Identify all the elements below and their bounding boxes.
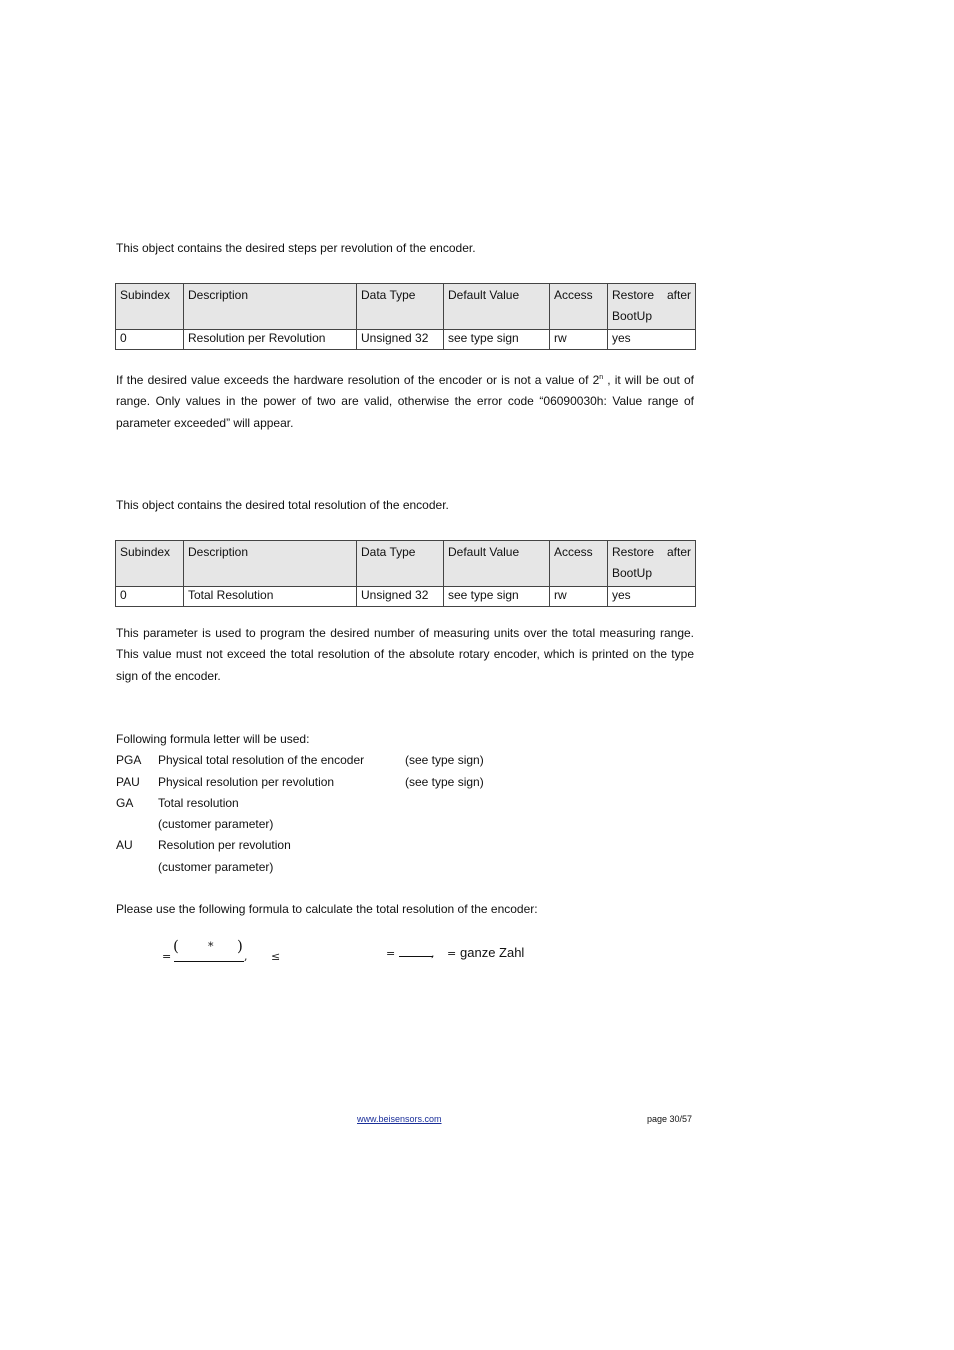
cell-restore: yes <box>608 587 696 607</box>
legend-desc: (customer parameter) <box>158 859 274 874</box>
section2-intro: This object contains the desired total resolution of the encoder. <box>116 498 449 512</box>
table-header-row <box>116 284 696 330</box>
header-access: Access <box>550 284 608 330</box>
legend-abbr: GA <box>116 795 134 810</box>
legend-desc: Physical total resolution of the encoder <box>158 753 365 768</box>
legend-desc: Physical resolution per revolution <box>158 774 335 789</box>
resolution-per-revolution-table <box>115 283 696 350</box>
cell-access: rw <box>550 330 608 350</box>
equals-sign: = <box>386 947 396 960</box>
legend-abbr: PGA <box>116 753 142 768</box>
fraction-bar <box>174 961 244 962</box>
list-item <box>116 814 694 835</box>
cell-subindex: 0 <box>116 330 184 350</box>
legend-note: (see type sign) <box>405 774 484 789</box>
table-row <box>116 587 696 607</box>
legend-abbr: PAU <box>116 774 140 789</box>
comma: , <box>431 947 435 960</box>
table-row <box>116 330 696 350</box>
note-text-part1: If the desired value exceeds the hardware resolution of the encoder or is not a value of 2 <box>116 373 600 387</box>
header-restore-after-bootup: Restore after BootUp <box>608 284 696 330</box>
header-data-type: Data Type <box>357 541 444 587</box>
cell-data-type: Unsigned 32 <box>357 330 444 350</box>
header-restore-after-bootup: Restore after BootUp <box>608 541 696 587</box>
legend-intro: Following formula letter will be used: <box>116 732 310 746</box>
header-access: Access <box>550 541 608 587</box>
equals-sign: = <box>162 950 172 963</box>
cell-default-value: see type sign <box>444 330 550 350</box>
list-item <box>116 793 694 814</box>
header-default-value: Default Value <box>444 541 550 587</box>
footer-website-link[interactable]: www.beisensors.com <box>357 1114 442 1124</box>
section1-note <box>116 367 694 434</box>
section2-note: This parameter is used to program the desired number of measuring units over the total measuring range. This value must not exceed the total resolution of the absolute rotary encoder, which is printed on the type sign of the encoder. <box>116 626 694 683</box>
list-item <box>116 750 694 771</box>
cell-description: Total Resolution <box>184 587 357 607</box>
section1-intro: This object contains the desired steps per revolution of the encoder. <box>116 241 476 255</box>
total-resolution-table <box>115 540 696 607</box>
list-item <box>116 857 694 878</box>
right-paren: ) <box>237 937 243 955</box>
cell-subindex: 0 <box>116 587 184 607</box>
resolution-formula <box>160 938 580 968</box>
note-superscript: n <box>599 374 604 381</box>
header-subindex: Subindex <box>116 541 184 587</box>
cell-default-value: see type sign <box>444 587 550 607</box>
left-paren: ( <box>173 937 179 955</box>
legend-note: (see type sign) <box>405 753 484 768</box>
header-description: Description <box>184 284 357 330</box>
legend-desc: Resolution per revolution <box>158 838 291 853</box>
header-data-type: Data Type <box>357 284 444 330</box>
header-subindex: Subindex <box>116 284 184 330</box>
multiply-sign: * <box>208 940 214 953</box>
cell-data-type: Unsigned 32 <box>357 587 444 607</box>
equals-sign: = <box>447 947 457 960</box>
legend-desc: (customer parameter) <box>158 817 274 832</box>
cell-restore: yes <box>608 330 696 350</box>
list-item <box>116 772 694 793</box>
legend-abbr: AU <box>116 838 133 853</box>
formula-legend <box>116 729 694 878</box>
page-number: page 30/57 <box>647 1114 693 1124</box>
table-header-row <box>116 541 696 587</box>
formula-tail-text: ganze Zahl <box>460 945 525 960</box>
cell-access: rw <box>550 587 608 607</box>
comma: , <box>244 950 248 963</box>
cell-description: Resolution per Revolution <box>184 330 357 350</box>
header-description: Description <box>184 541 357 587</box>
list-item <box>116 835 694 856</box>
note-text-part2: , it will be out of range. Only values in the power of two are valid, otherwise the error code “06090030h: Value range of parameter exceeded” will appear. <box>116 373 695 430</box>
formula-intro: Please use the following formula to calculate the total resolution of the encoder: <box>116 902 538 916</box>
header-default-value: Default Value <box>444 284 550 330</box>
fraction-bar <box>399 956 433 957</box>
legend-desc: Total resolution <box>158 795 239 810</box>
less-equal-sign: ≤ <box>271 950 281 963</box>
